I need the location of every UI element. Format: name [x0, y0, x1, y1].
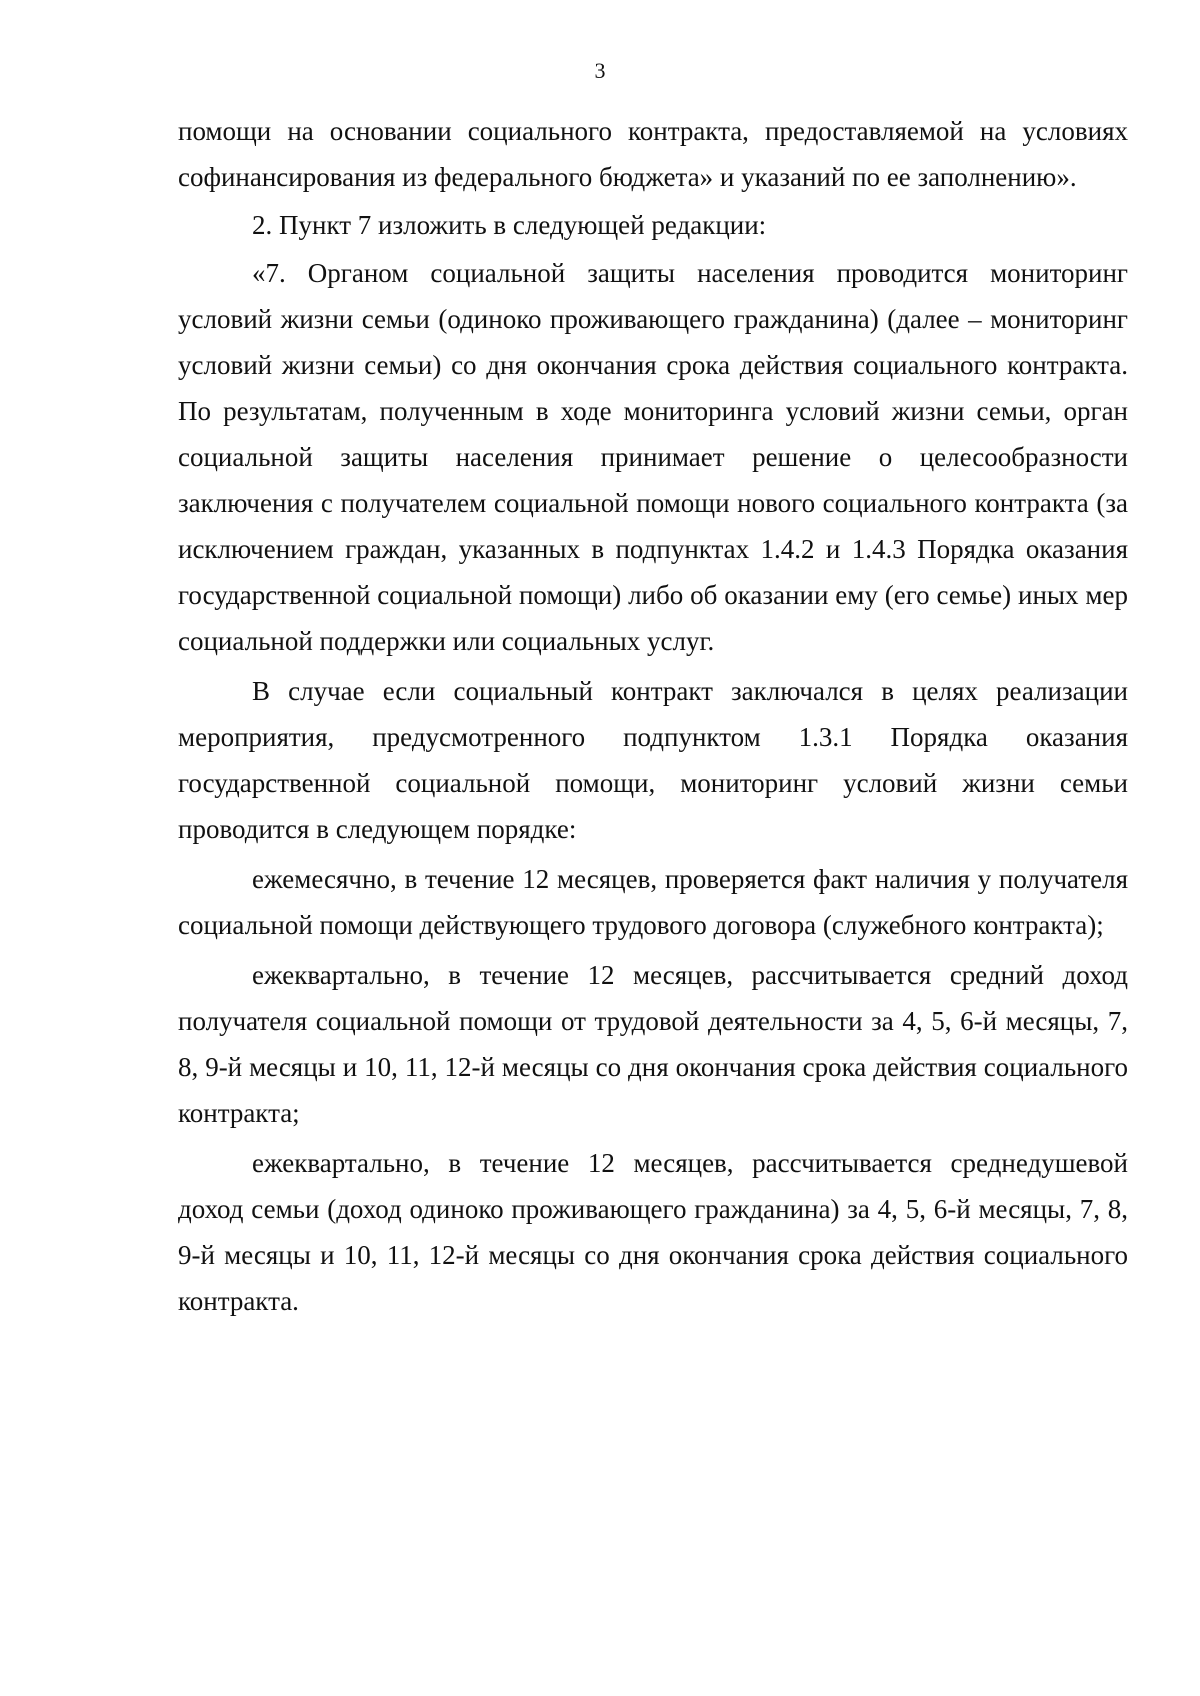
page-number: 3	[594, 58, 606, 83]
document-body	[178, 108, 1128, 1324]
paragraph-monthly-check: ежемесячно, в течение 12 месяцев, проверяется факт наличия у получателя социальной помощи действующего трудового договора (служебного контракта);	[178, 864, 1128, 940]
paragraph-continuation: помощи на основании социального контракта, предоставляемой на условиях софинансирования из федерального бюджета» и указаний по ее заполнению».	[178, 116, 1128, 192]
paragraph-monitoring-order: В случае если социальный контракт заключался в целях реализации мероприятия, предусмотренного подпунктом 1.3.1 Порядка оказания государственной социальной помощи, мониторинг условий жизни семьи проводится в следующем порядке:	[178, 676, 1128, 844]
paragraph-quarterly-income: ежеквартально, в течение 12 месяцев, рассчитывается средний доход получателя социальной помощи от трудовой деятельности за 4, 5, 6-й месяцы, 7, 8, 9-й месяцы и 10, 11, 12-й месяцы со дня окончания срока действия социального контракта;	[178, 960, 1128, 1128]
paragraph-quarterly-per-capita-income: ежеквартально, в течение 12 месяцев, рассчитывается среднедушевой доход семьи (доход одиноко проживающего гражданина) за 4, 5, 6-й месяцы, 7, 8, 9-й месяцы и 10, 11, 12-й месяцы со дня окончания срока действия социального контракта.	[178, 1148, 1128, 1316]
paragraph-point-7: «7. Органом социальной защиты населения проводится мониторинг условий жизни семьи (одиноко проживающего гражданина) (далее – мониторинг условий жизни семьи) со дня окончания срока действия социального контракта. По результатам, полученным в ходе мониторинга условий жизни семьи, орган социальной защиты населения принимает решение о целесообразности заключения с получателем социальной помощи нового социального контракта (за исключением граждан, указанных в подпунктах 1.4.2 и 1.4.3 Порядка оказания государственной социальной помощи) либо об оказании ему (его семье) иных мер социальной поддержки или социальных услуг.	[178, 258, 1128, 656]
paragraph-item-2: 2. Пункт 7 изложить в следующей редакции:	[252, 210, 767, 240]
